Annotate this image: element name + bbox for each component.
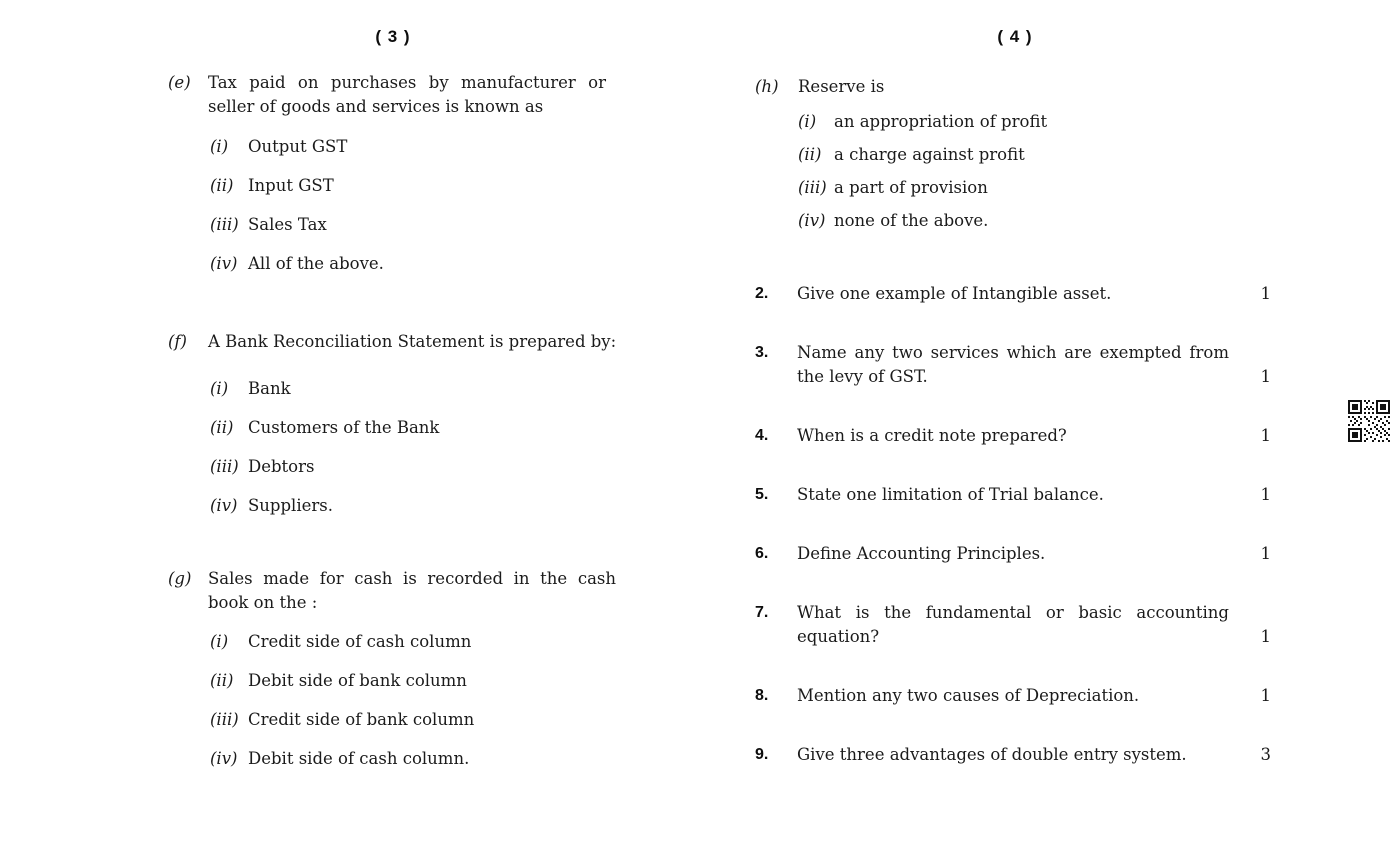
option-i-label: (i) xyxy=(798,112,817,131)
option-i-text: Output GST xyxy=(248,137,348,156)
option-iv-label: (iv) xyxy=(210,254,238,273)
question-h xyxy=(755,75,1275,233)
option-i xyxy=(798,110,1275,134)
question-g-options xyxy=(210,630,618,771)
question-4-text: When is a credit note prepared? xyxy=(797,426,1067,445)
option-iii xyxy=(798,176,1275,200)
page-3-number: ( 3 ) xyxy=(375,27,411,46)
option-ii-label: (ii) xyxy=(210,671,234,690)
question-9-text: Give three advantages of double entry system. xyxy=(797,745,1187,764)
option-ii xyxy=(210,416,618,440)
question-5 xyxy=(755,483,1275,507)
question-f-options xyxy=(210,377,618,518)
option-iv xyxy=(210,494,618,518)
question-9-number: 9. xyxy=(755,746,769,763)
option-i-text: Credit side of cash column xyxy=(248,632,472,651)
option-iv-text: Suppliers. xyxy=(248,496,333,515)
option-iii-label: (iii) xyxy=(210,710,239,729)
question-2-text: Give one example of Intangible asset. xyxy=(797,284,1112,303)
option-ii xyxy=(798,143,1275,167)
question-3 xyxy=(755,341,1275,389)
question-6 xyxy=(755,542,1275,566)
page-4 xyxy=(755,26,1275,767)
question-g xyxy=(168,567,618,771)
question-3-number: 3. xyxy=(755,344,769,361)
question-9 xyxy=(755,743,1275,767)
question-5-marks: 1 xyxy=(1260,485,1271,504)
question-7-number: 7. xyxy=(755,604,769,621)
option-iii xyxy=(210,708,618,732)
question-8-number: 8. xyxy=(755,687,769,704)
option-iv-label: (iv) xyxy=(210,496,238,515)
option-ii-text: Debit side of bank column xyxy=(248,671,467,690)
option-ii-label: (ii) xyxy=(210,418,234,437)
option-iv-label: (iv) xyxy=(210,749,238,768)
option-iv xyxy=(210,252,618,276)
option-i-text: Bank xyxy=(248,379,291,398)
question-f xyxy=(168,330,618,518)
option-iv-text: All of the above. xyxy=(248,254,384,273)
option-iii-label: (iii) xyxy=(210,215,239,234)
question-3-marks: 1 xyxy=(1260,367,1271,386)
question-4-marks: 1 xyxy=(1260,426,1271,445)
option-ii xyxy=(210,174,618,198)
question-6-number: 6. xyxy=(755,545,769,562)
question-h-text: Reserve is xyxy=(798,77,885,96)
question-8-text: Mention any two causes of Depreciation. xyxy=(797,686,1140,705)
option-iii-label: (iii) xyxy=(210,457,239,476)
question-7-text: What is the fundamental or basic accounting equation? xyxy=(797,603,1229,646)
question-8-marks: 1 xyxy=(1260,686,1271,705)
option-iv-text: none of the above. xyxy=(834,211,989,230)
question-f-text: A Bank Reconciliation Statement is prepared by: xyxy=(208,332,617,351)
question-5-number: 5. xyxy=(755,486,769,503)
option-iv-text: Debit side of cash column. xyxy=(248,749,470,768)
question-5-text: State one limitation of Trial balance. xyxy=(797,485,1104,504)
question-e xyxy=(168,71,618,276)
option-iv xyxy=(210,747,618,771)
short-questions xyxy=(755,282,1275,767)
question-f-label: (f) xyxy=(168,332,187,351)
question-2 xyxy=(755,282,1275,306)
page-3 xyxy=(168,26,618,771)
option-ii-text: Customers of the Bank xyxy=(248,418,440,437)
question-2-marks: 1 xyxy=(1260,284,1271,303)
option-i-label: (i) xyxy=(210,137,229,156)
option-iii-text: Sales Tax xyxy=(248,215,327,234)
page-4-number: ( 4 ) xyxy=(997,27,1033,46)
question-e-label: (e) xyxy=(168,73,191,92)
question-8 xyxy=(755,684,1275,708)
option-iv-label: (iv) xyxy=(798,211,826,230)
question-7-marks: 1 xyxy=(1260,627,1271,646)
question-g-text: Sales made for cash is recorded in the cash book on the : xyxy=(208,569,616,612)
option-iii-text: Credit side of bank column xyxy=(248,710,475,729)
question-e-text: Tax paid on purchases by manufacturer or seller of goods and services is known as xyxy=(208,73,606,116)
option-ii-label: (ii) xyxy=(798,145,822,164)
option-i xyxy=(210,135,618,159)
question-4 xyxy=(755,424,1275,448)
question-g-label: (g) xyxy=(168,569,192,588)
question-7 xyxy=(755,601,1275,649)
question-2-number: 2. xyxy=(755,285,769,302)
question-4-number: 4. xyxy=(755,427,769,444)
option-ii-text: a charge against profit xyxy=(834,145,1025,164)
question-6-marks: 1 xyxy=(1260,544,1271,563)
option-iii xyxy=(210,455,618,479)
question-3-text: Name any two services which are exempted from the levy of GST. xyxy=(797,343,1229,386)
question-h-label: (h) xyxy=(755,77,779,96)
question-9-marks: 3 xyxy=(1260,745,1271,764)
question-h-options xyxy=(798,110,1275,233)
option-i-label: (i) xyxy=(210,632,229,651)
qr-code xyxy=(1348,399,1390,443)
option-i xyxy=(210,630,618,654)
option-iii xyxy=(210,213,618,237)
option-i-label: (i) xyxy=(210,379,229,398)
option-ii xyxy=(210,669,618,693)
option-iii-label: (iii) xyxy=(798,178,827,197)
question-e-options xyxy=(210,135,618,276)
option-i xyxy=(210,377,618,401)
option-ii-text: Input GST xyxy=(248,176,334,195)
question-6-text: Define Accounting Principles. xyxy=(797,544,1046,563)
option-ii-label: (ii) xyxy=(210,176,234,195)
option-iii-text: a part of provision xyxy=(834,178,988,197)
option-iv xyxy=(798,209,1275,233)
option-iii-text: Debtors xyxy=(248,457,315,476)
option-i-text: an appropriation of profit xyxy=(834,112,1048,131)
